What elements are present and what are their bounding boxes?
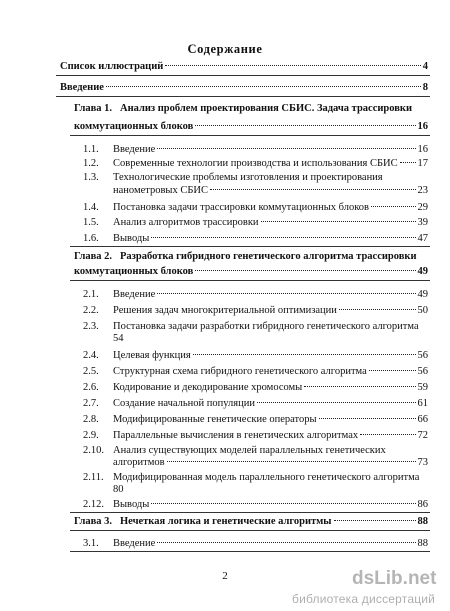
dot-leader — [157, 542, 415, 543]
toc-section-2-5[interactable] — [83, 366, 428, 378]
toc-entry-page: 61 — [417, 398, 428, 409]
toc-entry-illustrations[interactable] — [60, 61, 428, 73]
page-title: Содержание — [187, 42, 263, 56]
toc-section-1-6[interactable] — [83, 233, 428, 245]
dot-leader — [193, 354, 416, 355]
toc-entry-text: Список иллюстраций — [60, 61, 164, 72]
toc-section-2-6[interactable] — [83, 382, 428, 394]
dot-leader — [151, 237, 415, 238]
toc-section-2-12[interactable] — [83, 499, 428, 511]
toc-entry-number: 1.5. — [83, 217, 99, 228]
toc-entry-page: 17 — [417, 158, 428, 169]
toc-entry-page: 80 — [113, 484, 124, 495]
toc-entry-text: Постановка задачи разработки гибридного генетического алгоритма — [113, 321, 419, 332]
toc-entry-page: 47 — [417, 233, 428, 244]
dot-leader — [157, 293, 415, 294]
toc-entry-text: Введение — [113, 538, 156, 549]
toc-section-2-11[interactable] — [83, 472, 428, 484]
toc-entry-text: Модифицированные генетические операторы — [113, 414, 317, 425]
toc-section-2-3-cont — [113, 333, 428, 345]
divider — [70, 280, 430, 281]
toc-section-3-1[interactable] — [83, 538, 428, 550]
toc-entry-text: Введение — [113, 144, 156, 155]
toc-entry-text: Современные технологии производства и использования СБИС — [113, 158, 398, 169]
toc-section-1-1[interactable] — [83, 144, 428, 156]
toc-section-1-3[interactable] — [83, 172, 428, 184]
watermark-logo: dsLib.net — [352, 568, 437, 589]
toc-entry-text: Создание начальной популяции — [113, 398, 255, 409]
dot-leader — [210, 189, 416, 190]
toc-entry-number: 2.12. — [83, 499, 104, 510]
dot-leader — [195, 270, 415, 271]
toc-entry-page: 88 — [417, 538, 428, 549]
toc-entry-number: Глава 1. — [74, 103, 113, 114]
dot-leader — [106, 86, 421, 87]
toc-entry-page: 49 — [417, 266, 428, 277]
toc-section-1-5[interactable] — [83, 217, 428, 229]
toc-entry-text: Параллельные вычисления в генетических алгоритмах — [113, 430, 359, 441]
toc-entry-number: 1.3. — [83, 172, 99, 183]
toc-section-2-8[interactable] — [83, 414, 428, 426]
toc-entry-page: 8 — [422, 82, 428, 93]
toc-entry-number: 2.10. — [83, 445, 104, 456]
dot-leader — [167, 461, 416, 462]
dot-leader — [195, 125, 415, 126]
toc-entry-text: Модифицированная модель параллельного генетического алгоритма — [113, 472, 420, 483]
dot-leader — [371, 206, 415, 207]
toc-entry-page: 59 — [417, 382, 428, 393]
toc-entry-number: 3.1. — [83, 538, 99, 549]
toc-section-1-3-cont — [113, 185, 428, 197]
dot-leader — [339, 309, 416, 310]
toc-section-2-1[interactable] — [83, 289, 428, 301]
toc-entry-introduction[interactable] — [60, 82, 428, 94]
toc-entry-text-cont: коммутационных блоков — [74, 121, 194, 132]
toc-entry-page: 4 — [422, 61, 428, 72]
toc-chapter-3[interactable] — [74, 516, 428, 528]
toc-chapter-1-cont — [74, 121, 428, 133]
toc-entry-number: 2.8. — [83, 414, 99, 425]
toc-entry-number: 2.3. — [83, 321, 99, 332]
toc-section-2-2[interactable] — [83, 305, 428, 317]
toc-section-2-10[interactable] — [83, 445, 428, 457]
toc-entry-number: 1.2. — [83, 158, 99, 169]
toc-entry-number: 1.4. — [83, 202, 99, 213]
dot-leader — [157, 148, 415, 149]
toc-entry-text-cont: нанометровых СБИС — [113, 185, 208, 196]
toc-entry-number: 2.7. — [83, 398, 99, 409]
toc-entry-page: 66 — [417, 414, 428, 425]
toc-chapter-1[interactable] — [74, 103, 428, 115]
toc-chapter-2-cont — [74, 266, 428, 278]
toc-entry-number: 2.11. — [83, 472, 104, 483]
toc-entry-text: Кодирование и декодирование хромосомы — [113, 382, 303, 393]
toc-chapter-2[interactable] — [74, 251, 428, 263]
divider — [70, 530, 430, 531]
toc-entry-page: 86 — [417, 499, 428, 510]
toc-entry-text: Анализ существующих моделей параллельных генетических — [113, 445, 386, 456]
dot-leader — [319, 418, 416, 419]
toc-entry-number: 2.1. — [83, 289, 99, 300]
toc-entry-text: Анализ алгоритмов трассировки — [113, 217, 259, 228]
toc-section-2-3[interactable] — [83, 321, 428, 333]
toc-entry-page: 23 — [417, 185, 428, 196]
toc-entry-page: 50 — [417, 305, 428, 316]
toc-entry-page: 16 — [417, 144, 428, 155]
toc-entry-text: Разработка гибридного генетического алгоритма трассировки — [120, 251, 417, 262]
toc-section-2-9[interactable] — [83, 430, 428, 442]
dot-leader — [165, 65, 420, 66]
toc-entry-number: Глава 2. — [74, 251, 113, 262]
toc-entry-page: 72 — [417, 430, 428, 441]
dot-leader — [257, 402, 416, 403]
page-number: 2 — [222, 570, 228, 582]
toc-entry-page: 54 — [113, 333, 124, 344]
toc-entry-number: 2.6. — [83, 382, 99, 393]
toc-entry-number: 2.4. — [83, 350, 99, 361]
toc-entry-page: 49 — [417, 289, 428, 300]
toc-section-2-7[interactable] — [83, 398, 428, 410]
toc-section-2-11-cont — [113, 484, 428, 496]
toc-entry-text: Выводы — [113, 233, 150, 244]
toc-entry-page: 39 — [417, 217, 428, 228]
toc-section-2-4[interactable] — [83, 350, 428, 362]
dot-leader — [334, 520, 416, 521]
divider — [56, 96, 430, 97]
toc-entry-text: Решения задач многокритериальной оптимизации — [113, 305, 337, 316]
toc-section-1-4[interactable] — [83, 202, 428, 214]
toc-section-1-2[interactable] — [83, 158, 428, 170]
dot-leader — [400, 162, 416, 163]
toc-entry-text: Нечеткая логика и генетические алгоритмы — [120, 516, 332, 527]
toc-entry-text-cont: алгоритмов — [113, 457, 165, 468]
toc-entry-page: 88 — [417, 516, 428, 527]
toc-entry-number: 2.5. — [83, 366, 99, 377]
toc-entry-number: 2.9. — [83, 430, 99, 441]
toc-entry-text: Целевая функция — [113, 350, 191, 361]
divider — [70, 246, 430, 247]
toc-entry-text-cont: коммутационных блоков — [74, 266, 194, 277]
toc-entry-page: 56 — [417, 350, 428, 361]
toc-entry-text: Анализ проблем проектирования СБИС. Задача трассировки — [120, 103, 413, 114]
toc-entry-number: 1.1. — [83, 144, 99, 155]
toc-entry-text: Постановка задачи трассировки коммутационных блоков — [113, 202, 370, 213]
toc-entry-text: Введение — [113, 289, 156, 300]
divider — [70, 512, 430, 513]
dot-leader — [151, 503, 415, 504]
toc-entry-number: Глава 3. — [74, 516, 113, 527]
dot-leader — [360, 434, 415, 435]
toc-entry-text: Выводы — [113, 499, 150, 510]
toc-entry-page: 16 — [417, 121, 428, 132]
watermark-subtitle: библиотека диссертаций — [292, 592, 436, 606]
dot-leader — [261, 221, 416, 222]
dot-leader — [304, 386, 415, 387]
divider — [70, 135, 430, 136]
toc-entry-page: 29 — [417, 202, 428, 213]
toc-section-2-10-cont — [113, 457, 428, 469]
toc-entry-text: Структурная схема гибридного генетического алгоритма — [113, 366, 367, 377]
toc-entry-number: 1.6. — [83, 233, 99, 244]
dot-leader — [369, 370, 416, 371]
toc-entry-number: 2.2. — [83, 305, 99, 316]
toc-entry-text: Технологические проблемы изготовления и проектирования — [113, 172, 383, 183]
toc-entry-page: 73 — [417, 457, 428, 468]
divider — [56, 75, 430, 76]
divider — [70, 551, 430, 552]
toc-entry-page: 56 — [417, 366, 428, 377]
toc-entry-text: Введение — [60, 82, 104, 93]
